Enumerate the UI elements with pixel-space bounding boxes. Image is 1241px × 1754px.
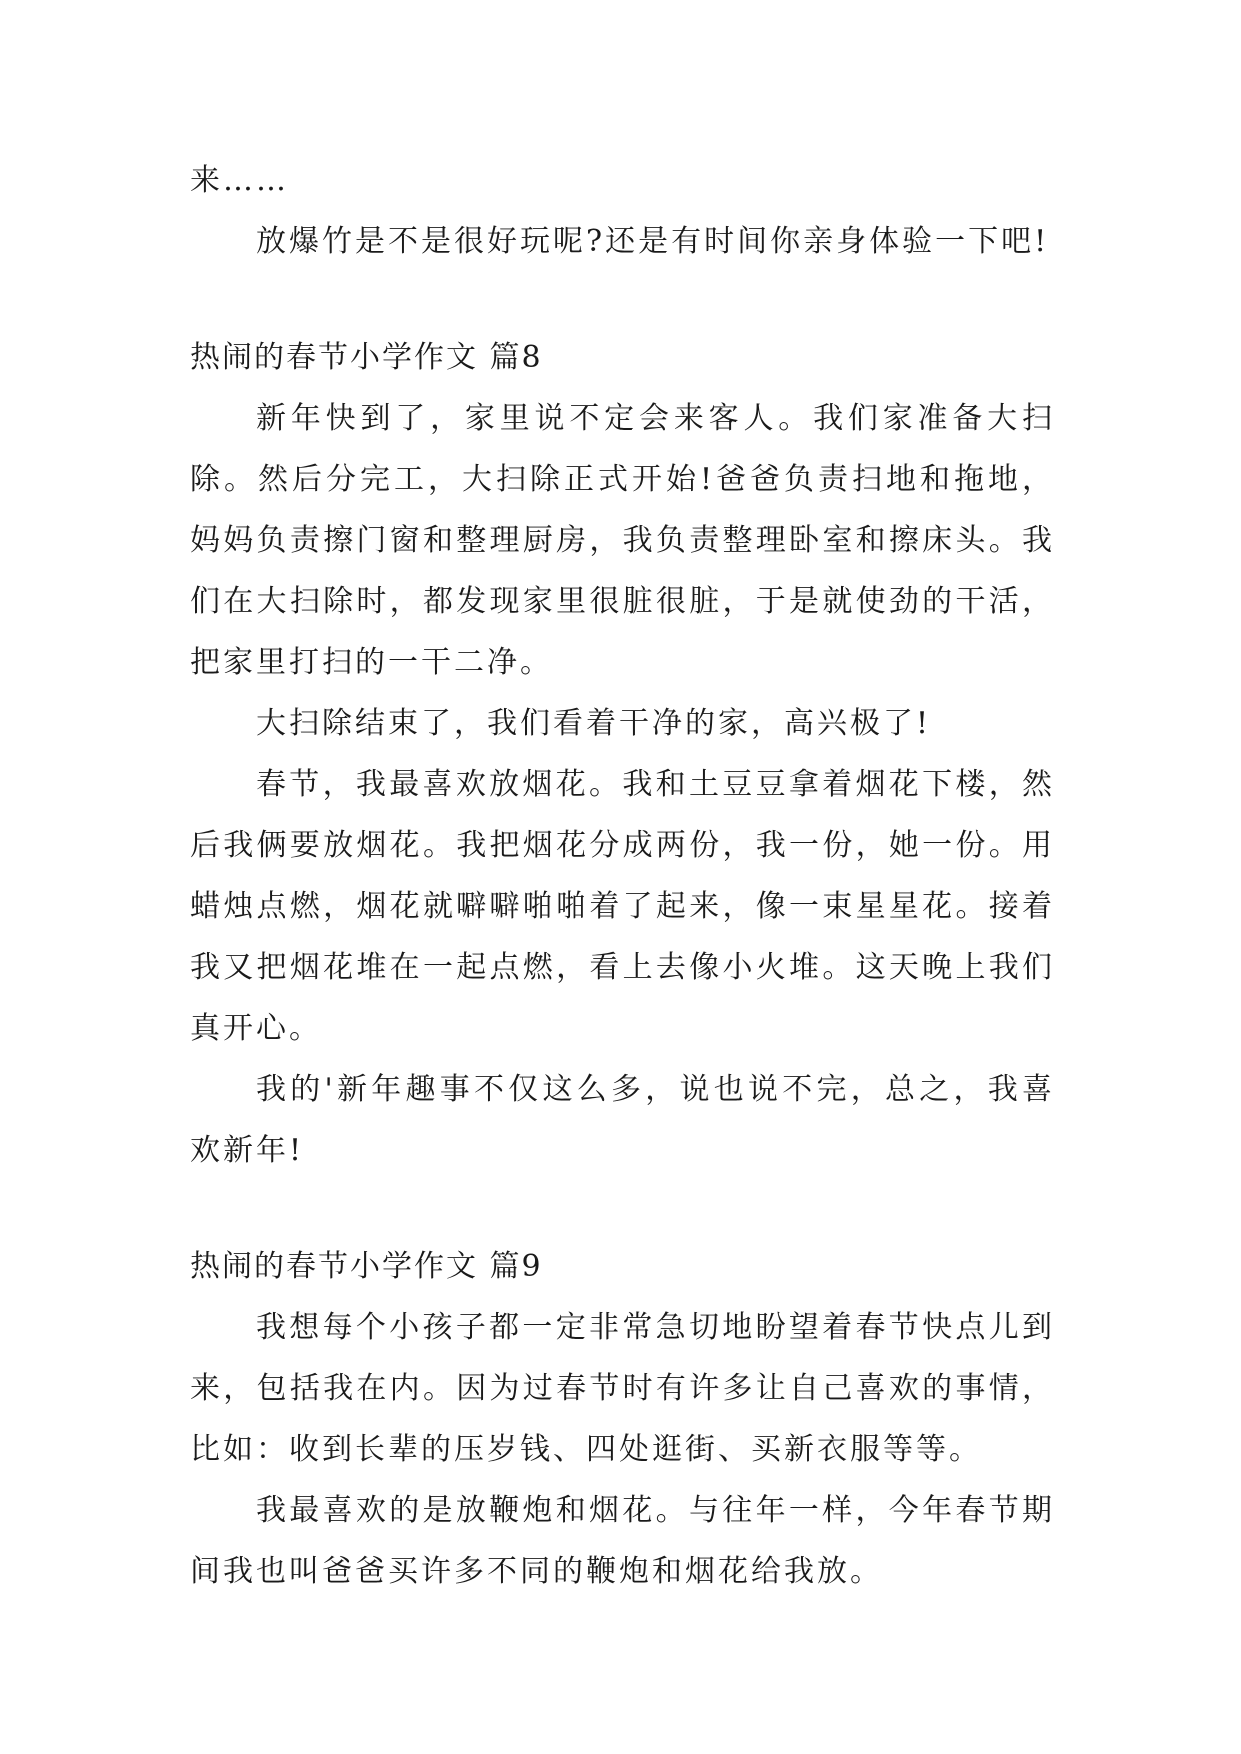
document-body bbox=[190, 150, 1055, 1602]
paragraph: 我的'新年趣事不仅这么多，说也说不完，总之，我喜欢新年! bbox=[190, 1072, 1055, 1168]
section-heading: 热闹的春节小学作文 篇8 bbox=[190, 340, 543, 375]
section-gap bbox=[190, 272, 1055, 327]
paragraph: 我想每个小孩子都一定非常急切地盼望着春节快点儿到来，包括我在内。因为过春节时有许多让自己喜欢的事情，比如：收到长辈的压岁钱、四处逛街、买新衣服等等。 bbox=[190, 1310, 1055, 1467]
paragraph-continuation: 来…… bbox=[190, 163, 289, 198]
section-gap bbox=[190, 1181, 1055, 1236]
paragraph: 大扫除结束了，我们看着干净的家，高兴极了! bbox=[256, 706, 932, 741]
paragraph: 春节，我最喜欢放烟花。我和土豆豆拿着烟花下楼，然后我俩要放烟花。我把烟花分成两份，我一份，她一份。用蜡烛点燃，烟花就噼噼啪啪着了起来，像一束星星花。接着我又把烟花堆在一起点燃，看上去像小火堆。这天晚上我们真开心。 bbox=[190, 767, 1055, 1046]
paragraph: 新年快到了，家里说不定会来客人。我们家准备大扫除。然后分完工，大扫除正式开始!爸爸负责扫地和拖地，妈妈负责擦门窗和整理厨房，我负责整理卧室和擦床头。我们在大扫除时，都发现家里很脏很脏，于是就使劲的干活，把家里打扫的一干二净。 bbox=[190, 401, 1055, 680]
paragraph: 我最喜欢的是放鞭炮和烟花。与往年一样，今年春节期间我也叫爸爸买许多不同的鞭炮和烟花给我放。 bbox=[190, 1493, 1055, 1589]
section-heading: 热闹的春节小学作文 篇9 bbox=[190, 1249, 543, 1284]
paragraph: 放爆竹是不是很好玩呢?还是有时间你亲身体验一下吧! bbox=[256, 224, 1050, 259]
